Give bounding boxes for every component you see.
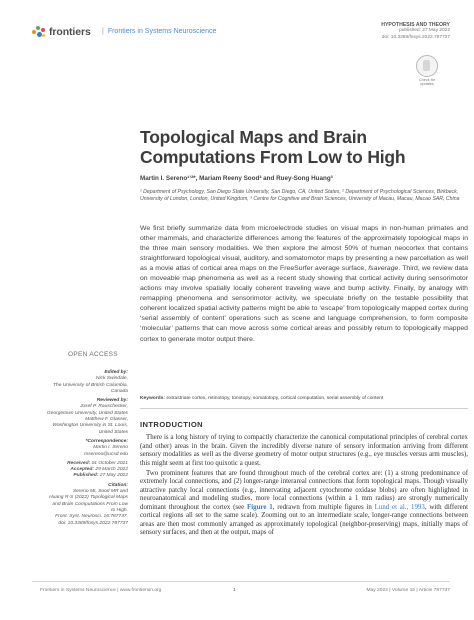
citation-label: Citation:: [108, 482, 128, 488]
journal-label[interactable]: Frontiers in Systems Neuroscience: [107, 28, 217, 35]
intro-text: , with different cortical regions all set to the same scale). Zooming out to an intermediate scale, longer-range connections between areas are then most commonly arranged as approximately topological (neighbor-preserving) maps, initially maps of sensory surfaces, and then at the output, maps of: [140, 503, 468, 536]
abstract-text-2: . Third, we review data on moveable map phenomena as well as a recent study showing that cortical activity during sensorimotor actions may involve spatially locally coherent traveling wave and bump activity. Finally, by analogy with remapping phenomena and sensorimotor activity, we speculate briefly on the testable possibility that coherent localized spatial activity patterns might be able to ‘escape’ from topologically mapped cortex during ‘serial assembly of content’ operations such as scene and language comprehension, to form composite ‘molecular’ patterns that can move across some cortical areas and possibly return to topologically mapped cortex to generate motor output there.: [140, 265, 468, 343]
keywords-label: Keywords:: [140, 396, 166, 401]
doi[interactable]: doi: 10.3389/fnsys.2022.787737: [381, 34, 450, 40]
check-for-updates-icon: [416, 55, 438, 77]
open-access-label: OPEN ACCESS: [68, 351, 118, 358]
footer-issue: May 2022 | Volume 16 | Article 787737: [366, 588, 450, 593]
citation-doi[interactable]: doi: 10.3389/fnsys.2022.787737: [58, 520, 128, 526]
accepted-value: 29 March 2022: [95, 467, 128, 473]
reference-link[interactable]: Lund et al., 1993: [374, 503, 425, 511]
author-list[interactable]: Martin I. Sereno¹ʼ²*, Mariam Reeny Sood² and Ruey-Song Huang³: [140, 175, 333, 182]
frontiers-logo[interactable]: [32, 25, 91, 39]
check-for-updates-badge[interactable]: [416, 55, 438, 89]
figure-link[interactable]: Figure 1: [247, 503, 273, 511]
published-date: published: 27 May 2022: [399, 28, 450, 34]
article-type: HYPOTHESIS AND THEORY: [381, 22, 450, 28]
abstract: [140, 224, 468, 345]
footer-divider: [32, 581, 450, 582]
page-number: 1: [233, 588, 236, 593]
badge-line-2: updates: [420, 82, 434, 87]
edited-by-label: Edited by:: [104, 370, 128, 375]
reviewed-by-line: Josef P. Rauschecker,: [79, 404, 128, 410]
article-info-sidebar: [40, 370, 128, 527]
intro-paragraph-2: [140, 470, 468, 538]
affiliations: ¹ Department of Psychology, San Diego State University, San Diego, CA, United States, ² Department of Psychological Sciences, Birkbeck, University of London, London, United Kingdom, ³ Centre for Cognitive and Brain Sciences, University of Macau, Macau, Macao SAR, China: [140, 189, 460, 202]
reviewed-by-line: United States: [98, 429, 128, 435]
citation-line: Huang R-S (2022) Topological Maps: [49, 495, 128, 501]
logo-text: frontiers: [49, 26, 91, 38]
published-value: 27 May 2022: [99, 473, 128, 479]
abstract-italic: fsaverage: [368, 265, 399, 273]
published-label: Published:: [73, 473, 99, 479]
keywords: [140, 396, 468, 401]
footer-journal[interactable]: Frontiers in Systems Neuroscience | www.frontiersin.org: [40, 588, 162, 593]
intro-paragraph-1: There is a long history of trying to compactly characterize the canonical computational principles of cerebral cortex (and other) areas in the brain. Given the incredibly diverse nature of sensory information arriving from different sensory modalities as well as the diverse geometry of motor output structures (e.g., eye muscles versus arm muscles), this might seem at first too quixotic a quest.: [140, 434, 468, 467]
edited-by-line: Canada: [110, 388, 128, 394]
citation-line: and Brain Computations From Low: [52, 501, 128, 507]
correspondence-label: *Correspondence:: [85, 438, 128, 444]
received-value: 01 October 2021: [91, 460, 128, 466]
badge-line-1: Check for: [418, 78, 436, 82]
reviewed-by-line: Washington University in St. Louis,: [52, 423, 128, 429]
correspondence-email[interactable]: msereno@ucsd.edu: [84, 451, 128, 457]
received-label: Received:: [67, 460, 91, 466]
introduction-body: [140, 434, 468, 538]
reviewed-by-line: Georgetown University, United States: [46, 410, 128, 416]
frontiers-logo-icon: [32, 25, 46, 39]
citation-line: Front. Syst. Neurosci. 16:787737.: [55, 514, 128, 520]
journal-name[interactable]: | Frontiers in Systems Neuroscience: [102, 28, 217, 35]
edited-by-line: The University of British Columbia,: [52, 382, 128, 388]
correspondence-name: Martin I. Sereno: [93, 445, 128, 451]
article-meta: [381, 22, 450, 41]
article-title: Topological Maps and Brain Computations From Low to High: [140, 127, 406, 167]
intro-text: Two prominent features that are found throughout much of the cerebral cortex are: (1) a strong predominance of extremely local connections, and (2) longer-range interareal connections that form topological maps. Though visually attractive patchy local connections (e.g., innervating adjacent cytochrome oxidase blobs) are often highlighted in neuroanatomical and modeling studies, more local connections (within a 1 mm radius) are strongly numerically dominant throughout the cortex (see: [140, 469, 468, 511]
reviewed-by-label: Reviewed by:: [96, 398, 128, 404]
accepted-label: Accepted:: [70, 467, 95, 473]
badge-text: [416, 78, 438, 86]
reviewed-by-line: Matthew F. Glasser,: [85, 417, 128, 423]
abstract-text-1: We first briefly summarize data from microelectrode studies on visual maps in non-human primates and other mammals, and characterize differences among the features of the approximately topological maps in the three main sensory modalities. We then explore the almost 50% of human neocortex that contains straightforward topological visual, auditory, and somatomotor maps by presenting a new parcellation as well as a movie atlas of cortical area maps on the FreeSurfer average surface,: [140, 225, 468, 273]
section-heading: INTRODUCTION: [140, 420, 204, 429]
intro-text: , redrawn from multiple figures in: [272, 503, 375, 511]
citation-line: Sereno MI, Sood MR and: [72, 489, 128, 495]
page-header: [32, 22, 450, 50]
keywords-text: extrastriate cortex, retinotopy, tonotopy, somatotopy, cortical computation, serial assembly of content: [166, 396, 384, 401]
edited-by-line: Nick Swindale,: [95, 376, 128, 382]
divider: [140, 408, 468, 409]
citation-line: to High.: [111, 507, 128, 513]
